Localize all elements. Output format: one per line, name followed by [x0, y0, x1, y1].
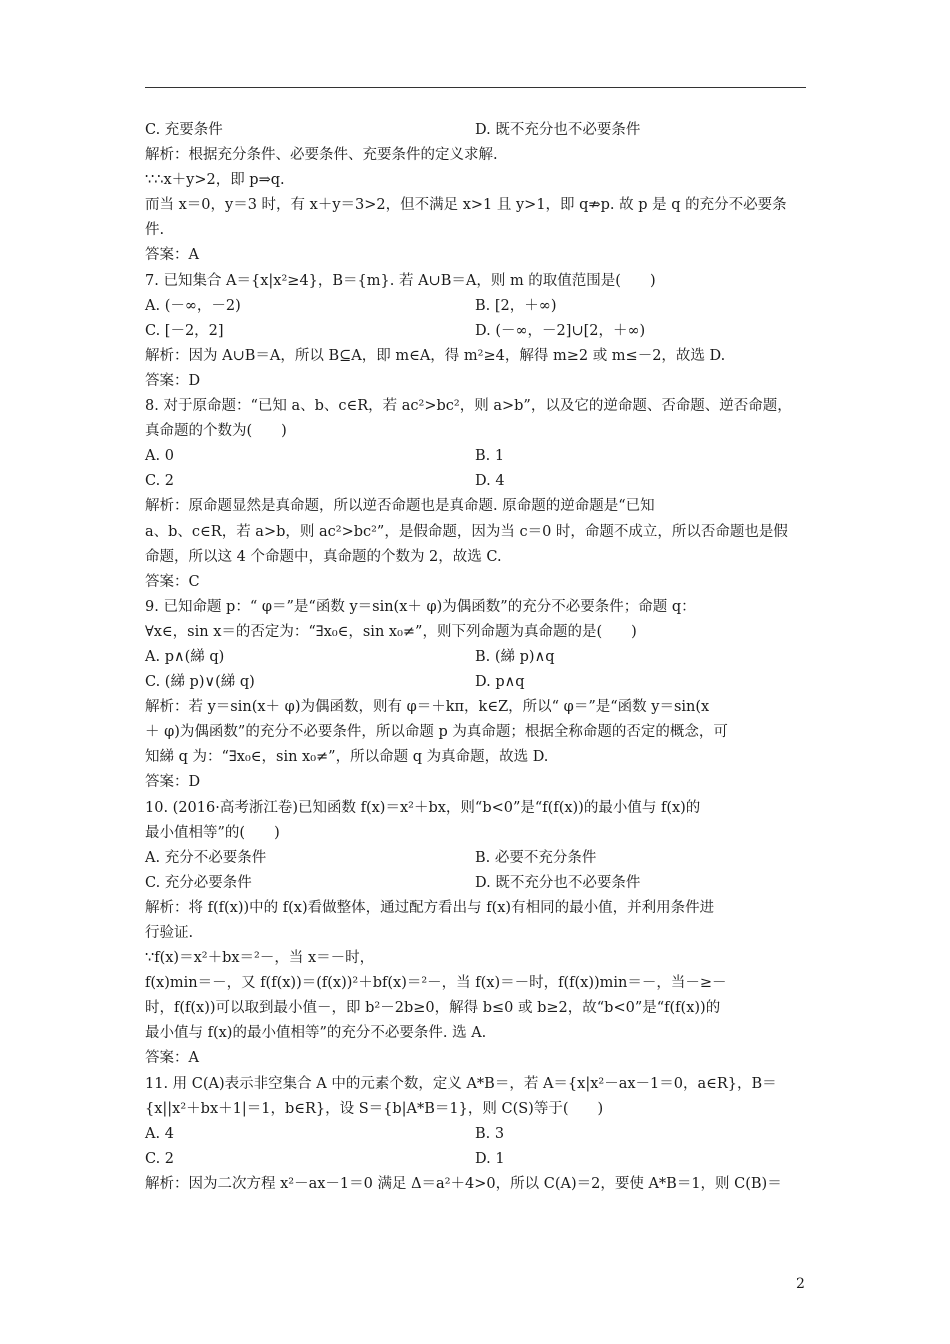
text-line: 最小值相等”的( ): [145, 824, 280, 841]
text-line: 解析：因为 A∪B＝A，所以 B⊆A，即 m∈A，得 m²≥4，解得 m≥2 或 m≤－2，故选 D.: [145, 347, 726, 364]
option-left: C. 充要条件: [145, 122, 223, 138]
text-line: 10. (2016·高考浙江卷)已知函数 f(x)＝x²＋bx，则“b<0”是“f(f(x))的最小值与 f(x)的: [145, 799, 701, 816]
option-left: A. p∧(綈 q): [145, 648, 225, 665]
option-row: [145, 444, 806, 469]
text-line: ＋ φ)为偶函数”的充分不必要条件，所以命题 p 为真命题；根据全称命题的否定的概念，可: [145, 724, 728, 741]
option-left: A. 充分不必要条件: [145, 849, 267, 866]
text-line: 7. 已知集合 A＝{x|x²≥4}，B＝{m}. 若 A∪B＝A，则 m 的取值范围是( ): [145, 272, 656, 289]
option-left: C. 2: [145, 1150, 175, 1167]
option-right: B. 必要不充分条件: [475, 849, 597, 866]
option-row: [145, 1122, 806, 1147]
option-row: [145, 294, 806, 319]
text-line: 行验证.: [145, 925, 194, 941]
option-row: [145, 469, 806, 494]
option-right: D. 4: [475, 473, 505, 490]
text-line: 解析：将 f(f(x))中的 f(x)看做整体，通过配方看出与 f(x)有相同的最小值，并利用条件进: [145, 899, 715, 916]
option-left: A. 4: [145, 1125, 174, 1142]
text-line: 答案：C: [145, 573, 200, 590]
option-right: B. 1: [475, 448, 505, 465]
page-number: 2: [796, 1276, 805, 1292]
text-line: a、b、c∈R，若 a>b，则 ac²>bc²”，是假命题，因为当 c＝0 时，命题不成立，所以否命题也是假: [145, 523, 788, 540]
text-line: ∵f(x)＝x²＋bx＝²－，当 x＝－时，: [145, 950, 375, 967]
text-line: 时，f(f(x))可以取到最小值－，即 b²－2b≥0，解得 b≤0 或 b≥2，故“b<0”是“f(f(x))的: [145, 1000, 721, 1017]
option-right: D. (－∞，－2]∪[2，＋∞): [475, 322, 646, 339]
option-left: C. 充分必要条件: [145, 874, 252, 891]
option-left: C. 2: [145, 473, 175, 490]
option-left: C. [－2，2]: [145, 322, 224, 339]
option-row: [145, 645, 806, 670]
option-row: [145, 1147, 806, 1172]
header-rule: [145, 87, 806, 88]
text-line: 答案：D: [145, 372, 201, 389]
text-line: 答案：D: [145, 774, 201, 791]
text-line: ∵∴x＋y>2，即 p⇒q.: [145, 172, 285, 189]
option-row: [145, 670, 806, 695]
text-line: 解析：根据充分条件、必要条件、充要条件的定义求解.: [145, 147, 498, 164]
option-row: [145, 118, 806, 143]
text-line: 解析：若 y＝sin(x＋ φ)为偶函数，则有 φ＝＋kπ，k∈Z，所以“ φ＝”是“函数 y＝sin(x: [145, 699, 710, 716]
text-line: 最小值与 f(x)的最小值相等”的充分不必要条件. 选 A.: [145, 1025, 487, 1042]
option-row: [145, 871, 806, 896]
option-right: B. 3: [475, 1125, 505, 1142]
option-right: D. 1: [475, 1150, 505, 1167]
option-right: D. 既不充分也不必要条件: [475, 874, 641, 891]
text-line: f(x)min＝－，又 f(f(x))＝(f(x))²＋bf(x)＝²－，当 f(x)＝－时，f(f(x))min＝－，当－≥－: [145, 975, 727, 992]
text-line: 答案：A: [145, 247, 199, 264]
text-line: 而当 x＝0，y＝3 时，有 x＋y＝3>2，但不满足 x>1 且 y>1，即 q⇏p. 故 p 是 q 的充分不必要条: [145, 197, 787, 214]
option-left: A. 0: [145, 448, 174, 465]
text-line: 11. 用 C(A)表示非空集合 A 中的元素个数，定义 A*B＝，若 A＝{x|x²－ax－1＝0，a∈R}，B＝: [145, 1075, 777, 1092]
text-line: 解析：原命题显然是真命题，所以逆否命题也是真命题. 原命题的逆命题是“已知: [145, 498, 655, 515]
text-line: {x||x²＋bx＋1|＝1，b∈R}，设 S＝{b|A*B＝1}，则 C(S)等于( ): [145, 1100, 604, 1117]
text-line: 解析：因为二次方程 x²－ax－1＝0 满足 Δ＝a²＋4>0，所以 C(A)＝2，要使 A*B＝1，则 C(B)＝: [145, 1175, 782, 1192]
text-line: 答案：A: [145, 1050, 199, 1067]
option-right: D. 既不充分也不必要条件: [475, 122, 641, 138]
text-line: 真命题的个数为( ): [145, 423, 287, 440]
text-line: 知綈 q 为：“∃x₀∈，sin x₀≠”，所以命题 q 为真命题，故选 D.: [145, 749, 549, 766]
option-right: B. (綈 p)∧q: [475, 648, 555, 665]
option-left: C. (綈 p)∨(綈 q): [145, 674, 255, 691]
text-line: 命题，所以这 4 个命题中，真命题的个数为 2，故选 C.: [145, 548, 502, 565]
option-row: [145, 319, 806, 344]
option-right: D. p∧q: [475, 674, 525, 691]
option-left: A. (－∞，－2): [145, 297, 241, 314]
text-line: ∀x∈，sin x＝的否定为：“∃x₀∈，sin x₀≠”，则下列命题为真命题的是( ): [145, 623, 637, 640]
option-row: [145, 846, 806, 871]
text-line: 9. 已知命题 p：“ φ＝”是“函数 y＝sin(x＋ φ)为偶函数”的充分不必要条件；命题 q：: [145, 598, 696, 615]
text-line: 件.: [145, 222, 165, 239]
text-line: 8. 对于原命题：“已知 a、b、c∈R，若 ac²>bc²，则 a>b”，以及它的逆命题、否命题、逆否命题，: [145, 398, 792, 415]
option-right: B. [2，＋∞): [475, 297, 557, 314]
document-body: [145, 118, 806, 1197]
